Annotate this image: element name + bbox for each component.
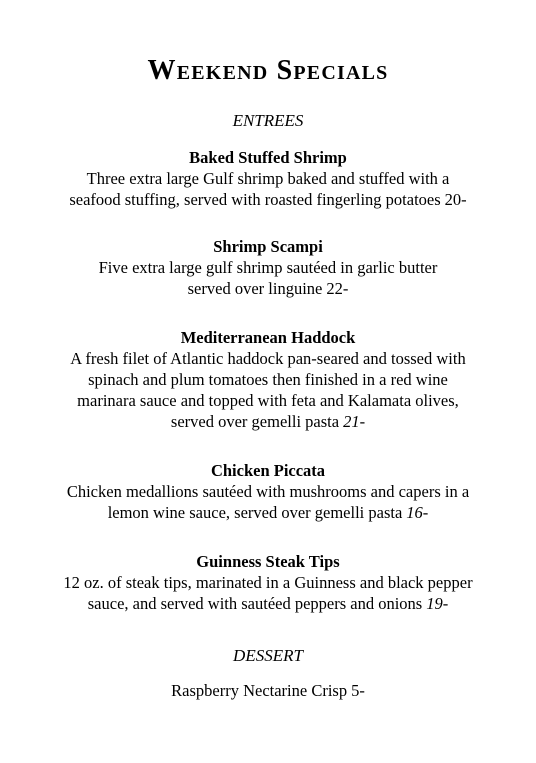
- item-name: Chicken Piccata: [210, 461, 326, 480]
- item-name: Mediterranean Haddock: [180, 328, 356, 347]
- item-price: 22-: [326, 279, 349, 298]
- item-price: 5-: [351, 681, 365, 700]
- item-price: 16-: [406, 503, 429, 522]
- item-price: 21-: [343, 412, 366, 431]
- item-description: [0, 257, 536, 299]
- menu-item-chicken-piccata: [0, 460, 536, 523]
- description-line: Chicken medallions sautéed with mushrooms and capers in a: [66, 482, 470, 501]
- menu-item-guinness-steak-tips: [0, 551, 536, 614]
- description-line: sauce, and served with sautéed peppers and onions: [87, 594, 423, 613]
- description-line: served over gemelli pasta: [170, 412, 340, 431]
- item-description: [0, 572, 536, 614]
- dessert-heading: DESSERT: [233, 646, 303, 665]
- menu-item-baked-stuffed-shrimp: [0, 147, 536, 210]
- item-price: 20-: [444, 190, 467, 209]
- entrees-heading: ENTREES: [232, 111, 304, 130]
- menu-item-mediterranean-haddock: [0, 327, 536, 432]
- item-name: Baked Stuffed Shrimp: [189, 148, 347, 167]
- item-name: Guinness Steak Tips: [196, 552, 340, 571]
- description-line: spinach and plum tomatoes then finished in a red wine: [88, 370, 448, 389]
- description-line: Five extra large gulf shrimp sautéed in garlic butter: [98, 258, 438, 277]
- description-line: served over linguine: [187, 279, 323, 298]
- item-price: 19-: [426, 594, 449, 613]
- page-title: Weekend Specials: [147, 55, 389, 86]
- menu-item-raspberry-nectarine-crisp: [0, 680, 536, 701]
- description-line: Three extra large Gulf shrimp baked and stuffed with a: [86, 169, 450, 188]
- item-name: Shrimp Scampi: [213, 237, 323, 256]
- description-line: marinara sauce and topped with feta and Kalamata olives,: [77, 391, 459, 410]
- item-description: [0, 348, 536, 432]
- item-description: [0, 168, 536, 210]
- description-line: lemon wine sauce, served over gemelli pasta: [107, 503, 403, 522]
- item-description: [0, 481, 536, 523]
- menu-item-shrimp-scampi: [0, 236, 536, 299]
- description-line: 12 oz. of steak tips, marinated in a Guinness and black pepper: [63, 573, 473, 592]
- item-name: Raspberry Nectarine Crisp: [171, 681, 348, 700]
- description-line: A fresh filet of Atlantic haddock pan-seared and tossed with: [70, 349, 466, 368]
- description-line: seafood stuffing, served with roasted fingerling potatoes: [69, 190, 441, 209]
